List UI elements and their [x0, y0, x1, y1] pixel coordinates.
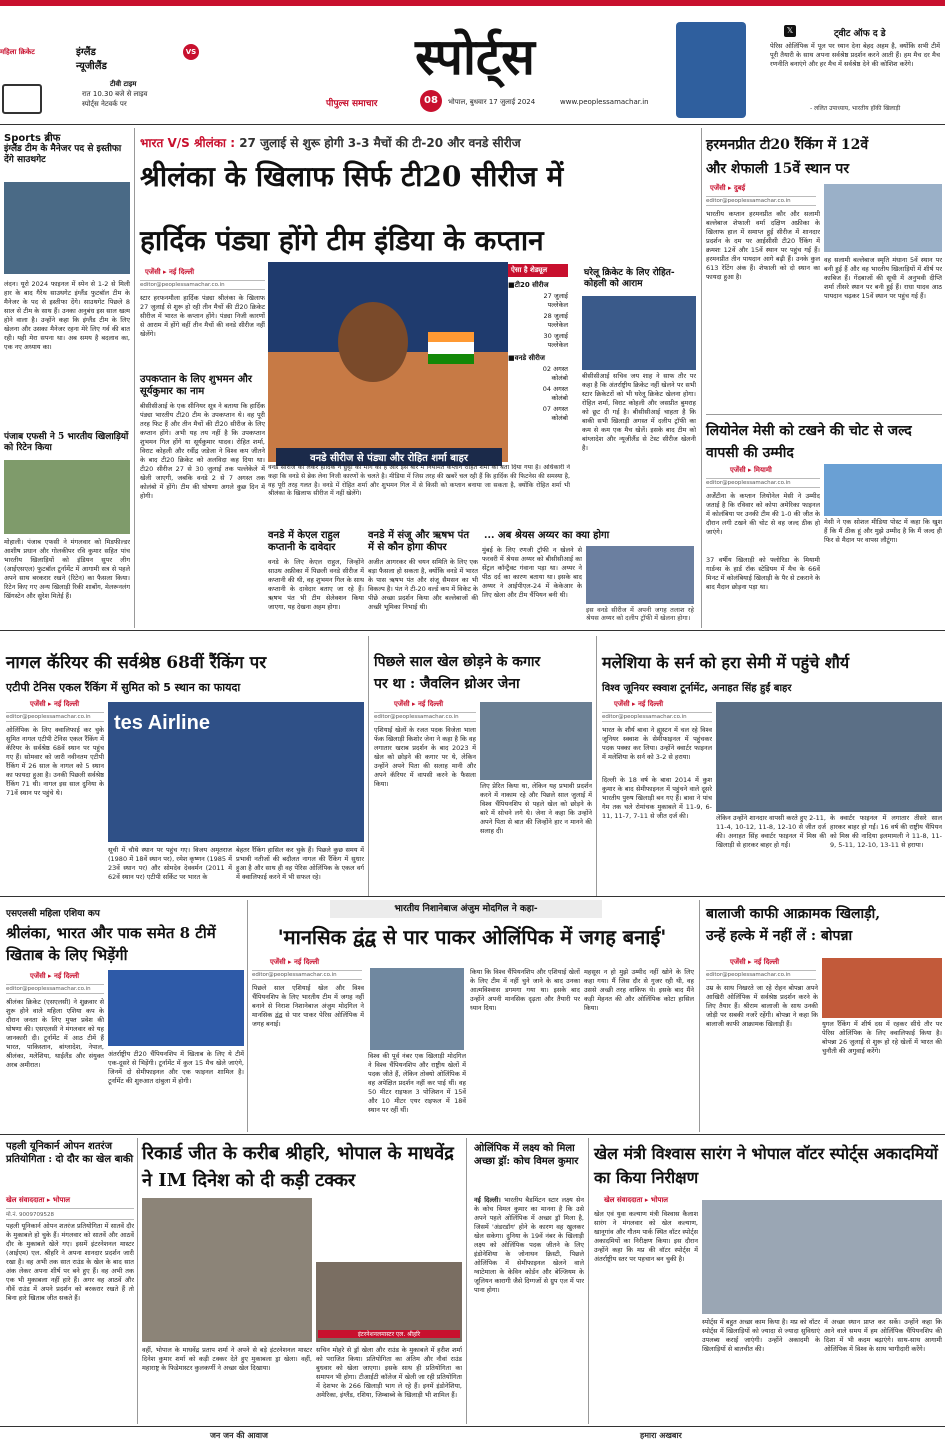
anjum-body-2: विश्व की पूर्व नंबर एक खिलाड़ी मोदगिल ने विश्व चैंपियनशिप और राष्ट्रीय खेलों में पदक जीते हैं, लेकिन तोक्यो ओलिंपिक में वह अपेक्षित प्रदर्शन नहीं कर पाई थीं। वह 50 मीटर राइफल 3 पोजिशन में 15वें और 10 मीटर एयर राइफल में 18वें स्थान पर रहीं थीं। [368, 1052, 466, 1114]
football-photo [4, 460, 130, 534]
kicker-text: 27 जुलाई से शुरू होगी 3-3 मैचों की टी-20 और वनडे सीरीज [239, 136, 521, 150]
brief-headline-1: इंग्लैंड टीम के मैनेजर पद से इस्तीफा देंगे साउथगेट [4, 144, 122, 165]
bopanna-email: editor@peoplessamachar.co.in [706, 970, 816, 980]
tv-line-2: स्पोर्ट्स नेटवर्क पर [82, 100, 127, 108]
team1: इंग्लैंड [76, 47, 96, 58]
asia-cup-tag: एसएलसी महिला एशिया कप [6, 909, 100, 919]
shaurya-photo [716, 702, 942, 812]
harmanpreet-photo [824, 184, 942, 252]
vs-badge: VS [183, 44, 199, 60]
x-icon: 𝕏 [784, 25, 796, 37]
shaurya-body-3: लेकिन उन्होंने शानदार वापसी करते हुए 2-11, 11-4, 10-12, 11-8, 12-10 से जीत दर्ज की। अनाहत सिंह क्वार्टर फाइनल में मिस्र की खिलाड़ी से हारकर बाहर हो गईं। [716, 814, 826, 849]
sreehari-photo-caption: इंटरनेशनलमास्टर एल. श्रीहरि [318, 1330, 460, 1338]
anjum-email: editor@peoplessamachar.co.in [252, 970, 362, 980]
schedule-row: 28 जुलाई पल्लेकेल [543, 312, 568, 329]
website[interactable]: www.peoplessamachar.in [560, 98, 649, 106]
messi-body-2: 37 वर्षीय खिलाड़ी को फ्लोरिडा के मियामी गार्डन्स के हार्ड रॉक स्टेडियम में मैच के 66वें मिनट में कोलंबियाई खिलाड़ी के पैर से टकराने के बाद मैदान छोड़ना पड़ा था। [706, 556, 820, 591]
anjum-headline: 'मानसिक द्वंद्व से पार पाकर ओलिंपिक में जगह बनाई' [277, 925, 667, 949]
header-rule [0, 124, 945, 125]
lead-kicker [140, 134, 696, 151]
chess-byline: खेल संवाददाता ▸ भोपाल [6, 1196, 71, 1204]
jena-photo [480, 702, 592, 780]
sarang-body-2: स्पोर्ट्स में बहुत अच्छा काम किया है। मप्र को वॉटर स्पोर्ट्स में खिलाड़ियों को ज्यादा से ज्यादा सुविधाएं उपलब्ध कराई जाएंगी। उन्होंने अकादमी के खिलाड़ियों से बातचीत की। [702, 1318, 820, 1353]
shaurya-subhead: विश्व जूनियर स्क्वाश टूर्नामेंट, अनाहत सिंह हुईं बाहर [602, 683, 792, 694]
schedule-row: 27 जुलाई पल्लेकेल [543, 292, 568, 309]
rohit-kohli-photo [582, 296, 696, 370]
domestic-headline: घरेलू क्रिकेट के लिए रोहित-कोहली को आराम [584, 268, 675, 289]
asia-cup-body-2: अंतर्राष्ट्रीय टी20 चैंपियनशिप में खिताब के लिए ये टीमें एक-दूसरे से भिड़ेंगी। टूर्नामेंट में कुल 15 मैच खेले जाएंगे, जिनमें दो सेमीफाइनल और एक फाइनल शामिल है। टूर्नामेंट की शुरुआत दांबुला में होगी। [108, 1050, 244, 1085]
shaurya-body: भारत के शौर्य बावा ने ह्यूस्टन में चल रहे विश्व जूनियर स्क्वाश के सेमीफाइनल में पहुंचकर पदक पक्का कर लिया। उन्होंने क्वार्टर फाइनल में मलेशिया के सर्न को 3-2 से हराया। [602, 726, 712, 761]
jena-body-3 [374, 840, 375, 841]
lead-sub-1: उपकप्तान के लिए शुभमन और सूर्यकुमार का नाम [140, 374, 252, 397]
hardik-photo [268, 262, 508, 462]
tweet-box [770, 26, 940, 126]
southgate-photo [4, 182, 130, 274]
tv-time-label: टीवी टाइम [110, 80, 137, 88]
coach-text: भारतीय बैडमिंटन स्टार लक्ष्य सेन के कोच विमल कुमार का मानना है कि उसे अपने पहले ओलिंपिक में अच्छा ड्रॉ मिला है, जिसमें 'अंडरडॉग' होने के कारण वह खुलकर खेल सकेगा। दुनिया के 19वें नंबर के खिलाड़ी लक्ष्य को ओलिंपिक पदक जीतने के लिए इंडोनेशिया के जोनाथन क्रिस्टी, पिछले ओलिंपिक में सेमीफाइनल खेलने वाले ग्वाटेमाला के केविन कोर्डन और बेल्जियम के जूलियन कारागी जैसे दिग्गजों से ग्रुप एल में पार पाना होगा। [474, 1196, 584, 1294]
messi-side: मेसी ने एक सोशल मीडिया पोस्ट में कहा कि खुश हैं कि मैं ठीक हूं और मुझे उम्मीद है कि मैं जल्द ही फिर से मैदान पर वापस लौटूंगा। [824, 518, 942, 544]
domestic-body: बीसीसीआई सचिव जय शाह ने साफ तौर पर कहा है कि अंतर्राष्ट्रीय क्रिकेट नहीं खेलने पर सभी स्टार क्रिकेटरों को भी घरेलू क्रिकेट खेलना होगा। रोहित शर्मा, विराट कोहली और जसप्रीत बुमराह को छूट दी गई है। बीसीसीआई चाहता है कि बाकी सभी खिलाड़ी अगस्त में दलीप ट्रॉफी का कम से कम एक मैच खेलें। इसके बाद टीम को बांग्लादेश और न्यूजीलैंड से टेस्ट सीरीज खेलनी है। [582, 372, 696, 452]
t20-label: ■टी20 सीरीज [508, 281, 549, 289]
shaurya-body-2: दिल्ली के 18 वर्ष के बावा 2014 में कुश कुमार के बाद सेमीफाइनल में पहुंचने वाले दूसरे भारतीय पुरुष खिलाड़ी बन गए हैं। बावा ने पांच गेम तक चले रोमांचक मुकाबले में 11-9, 6-11, 11-7, 7-11 से जीत दर्ज की। [602, 776, 712, 820]
asia-cup-email: editor@peoplessamachar.co.in [6, 984, 104, 994]
brief-tag: Sports ब्रीफ [4, 133, 61, 144]
lead-sub-3: वनडे में संजू और ऋषभ पंत में से कौन होगा कीपर [368, 530, 470, 553]
lead-sub-1-body: बीसीसीआई के एक सीनियर सूत्र ने बताया कि हार्दिक पंड्या भारतीय टी20 टीम के उपकप्तान थे। वह पूरी तरह फिट हैं और तीन मैचों की टी20 सीरीज के लिए कप्तान होंगे। अभी यह तय नहीं है कि उपकप्तान शुभमन गिल होंगे या सूर्यकुमार यादव। रोहित शर्मा, विराट कोहली और रवींद्र जडेजा ने विश्व कप जीतने के बाद टी20 क्रिकेट को अलविदा कह दिया था। टी20 सीरीज 27 से 30 जुलाई तक पल्लेकेले में खेली जाएगी, जबकि वनडे 2 से 7 अगस्त तक कोलंबो में होंगे। टीम की घोषणा अगले कुछ दिन में होगी। [140, 402, 265, 500]
lead-byline: एजेंसी ▸ नई दिल्ली [145, 268, 195, 276]
coach-byline: नई दिल्ली। [474, 1196, 501, 1204]
harman-byline: एजेंसी ▸ दुबई [710, 184, 746, 192]
schedule-row: 30 जुलाई पल्लेकेल [543, 332, 568, 349]
lead-sub-3-body: अजीत आगरकर की चयन समिति के लिए एक बड़ा फैसला हो सकता है, क्योंकि वनडे में भारत के पास ऋषभ पंत और संजू सैमसन का भी विकल्प है। पंत ने टी-20 वर्ल्ड कप में विकेट के पीछे अच्छा प्रदर्शन किया और बल्लेबाजों की अच्छी भूमिका निभाई थी। [368, 558, 478, 611]
bopanna-body: उम्र के साथ निखरते जा रहे रोहन बोपन्ना अपने आखिरी ओलिंपिक में सर्वश्रेष्ठ प्रदर्शन करने के लिए तैयार हैं। श्रीराम बालाजी के साथ उनकी जोड़ी पर सबकी नजरें रहेंगी। बोपन्ना ने कहा कि बालाजी काफी आक्रामक खिलाड़ी हैं। [706, 984, 818, 1028]
sreehari-body-2-top [362, 1198, 462, 1258]
lead-sub-2: वनडे में केएल राहुल कप्तानी के दावेदार [268, 530, 340, 553]
sreehari-body: वहीं, भोपाल के माधवेंद्र प्रताप शर्मा ने अपने से बड़े इंटरनेशनल मास्टर दिनेश कुमार शर्मा को कड़ी टक्कर देते हुए मुकाबला ड्रा खेला। वहीं, महाराष्ट्र के फिडेमास्टर कुलकर्णी ने अच्छा खेल दिखाया। [142, 1346, 312, 1372]
tweet-author-photo [676, 22, 746, 118]
photo-text: tes Airline [114, 712, 210, 734]
chess-headline: पहली यूनिकार्न ओपन शतरंज प्रतियोगिता : दो दौर का खेल बाकी [6, 1141, 134, 1165]
brief-column [4, 130, 130, 626]
anjum-body: पिछले साल एशियाई खेल और विश्व चैंपियनशिप के लिए भारतीय टीम में जगह नहीं बनाने से निराश निशानेबाज अंजुम मोदगिल ने मानसिक द्वंद्व से पार पाकर पेरिस ओलिंपिक में जगह बनाई। [252, 984, 364, 1028]
sarang-body: खेल एवं युवा कल्याण मंत्री विश्वास कैलाश सारंग ने मंगलवार को खेल कल्याण, खानूगांव और गौतम पार्क स्थित वॉटर स्पोर्ट्स अकादमियों का निरीक्षण किया। इस दौरान उन्होंने कहा कि मप्र की वॉटर स्पोर्ट्स में अंतर्राष्ट्रीय स्तर पर पहचान बन चुकी है। [594, 1210, 698, 1263]
jena-body: एशियाई खेलों के रजत पदक विजेता भाला फेंक खिलाड़ी किशोर जेना ने कहा है कि वह लगातार खराब प्रदर्शन के बाद 2023 में खेल को छोड़ने की कगार पर थे, लेकिन उन्होंने अपने पिता की सलाह मानी और अपने कॅरियर में वापसी करने के फैसला किया। [374, 726, 476, 788]
tv-line-1: रात 10.30 बजे से लाइव [82, 90, 148, 98]
schedule-box [508, 264, 568, 460]
brief-body-1: लंदन। यूरो 2024 फाइनल में स्पेन से 1-2 से मिली हार के बाद गैरेथ साउथगेट इंग्लैंड फुटबॉल टीम के मैनेजर के पद से इस्तीफा देंगे। साउथगेट पिछले 8 साल से टीम के साथ हैं। उनका अनुबंध इस साल खत्म होने वाला है। उन्होंने कहा कि इंग्लैंड टीम के लिए खेलना और उसका मैनेजर रहना मेरे लिए गर्व की बात रही। यही मेरा सपना था। अब समय है बदलाव का, एक नए अध्याय का। [4, 280, 130, 351]
sreehari-photo [316, 1262, 462, 1342]
schedule-row: 07 अगस्त कोलंबो [542, 405, 568, 422]
lead-headline-1: श्रीलंका के खिलाफ सिर्फ टी20 सीरीज में [140, 160, 564, 193]
bopanna-headline-2: उन्हें हल्के में नहीं लें : बोपन्ना [706, 928, 853, 944]
harman-headline-2: और शेफाली 15वें स्थान पर [706, 161, 850, 177]
harman-body-1: भारतीय कप्तान हरमनप्रीत कौर और सलामी बल्लेबाज शेफाली वर्मा दक्षिण अफ्रीका के खिलाफ हाल में समाप्त हुई सीरीज में शानदार प्रदर्शन के दम पर आईसीसी टी20 रैंकिंग में क्रमशः 12वें और 15वें स्थान पर पहुंच गई हैं। हरमनप्रीत तीन पायदान आगे बढ़ी हैं। उनके कुल 613 रेटिंग अंक हैं। शेफाली को दो स्थान का फायदा हुआ है। [706, 210, 820, 281]
chess-body: पहली यूनिकार्न ओपन शतरंज प्रतियोगिता में सातवें दौर के मुकाबले हो चुके हैं। मंगलवार को सातवें और आठवें दौर के मुकाबले खेले गए। इसमें इंटरनेशनल मास्टर (आईएम) एल. श्रीहरि ने अपना शानदार प्रदर्शन जारी रखा है। वह अभी तक सात राउंड के खेल के बाद सात अंक लेकर अपना शीर्ष पर बने हुए हैं। वह अभी तक एक भी मुकाबला नहीं हारे हैं। अगर वह आठवें और नौवें राउंड में अपने प्रदर्शन को बरकरार रखते हैं तो बिना हारे खिताब जीत सकते हैं। [6, 1222, 134, 1302]
jena-email: editor@peoplessamachar.co.in [374, 712, 476, 722]
anjum-photo [370, 968, 464, 1050]
nagal-subhead: एटीपी टेनिस एकल रैंकिंग में सुमित को 5 स्थान का फायदा [6, 681, 241, 694]
schedule-row: 04 अगस्त कोलंबो [542, 385, 568, 402]
harman-body-2: वह सलामी बल्लेबाज स्मृति मंधाना 5वें स्थान पर बनी हुई हैं और वह भारतीय खिलाड़ियों में शीर्ष पर काबिज हैं। गेंदबाजों की सूची में अनुभवी दीप्ति शर्मा तीसरे स्थान पर बनी हुई हैं। राधा यादव आठ पायदान चढ़कर 15वें स्थान पर पहुंच गई हैं। [824, 256, 942, 300]
publication-name: पीपुल्स समाचार [326, 99, 378, 109]
messi-email: editor@peoplessamachar.co.in [706, 478, 820, 488]
footer-right: हमारा अखबार [640, 1431, 682, 1440]
iyer-body: मुंबई के लिए रणजी ट्रॉफी न खेलने से फरवरी में श्रेयस अय्यर को बीसीसीआई का सेंट्रल कॉन्ट्रैक्ट गंवाना पड़ा था। अय्यर ने पीठ दर्द का कारण बताया था। इसके बाद अय्यर ने आईपीएल-24 में केकेआर के लिए खेला और टीम चैंपियन बनी थी। [482, 546, 582, 599]
lead-headline-2: हार्दिक पंड्या होंगे टीम इंडिया के कप्तान [140, 224, 544, 257]
jena-body-2: लिए प्रेरित किया था, लेकिन यह प्रभावी प्रदर्शन करने में नाकाम रहे और पिछले साल जुलाई में विश्व चैंपियनशिप से पहले खेल को छोड़ने के बारे में सोचने लगे थे। जेना ने कहा कि उन्होंने अपने पिता से बात की जिन्होंने हार न मानने की सलाह दी। [480, 782, 592, 835]
anjum-byline: एजेंसी ▸ नई दिल्ली [270, 958, 320, 966]
top-red-bar [0, 0, 945, 6]
chess-photo-1 [142, 1198, 312, 1342]
kicker-label: भारत V/S श्रीलंका : [140, 136, 236, 150]
bopanna-headline-1: बालाजी काफी आक्रामक खिलाड़ी, [706, 906, 881, 922]
asia-cup-photo [108, 970, 244, 1046]
tweet-author: - ललित उपाध्याय, भारतीय हॉकी खिलाड़ी [810, 105, 901, 112]
lead-sub-2-body: वनडे के लिए केएल राहुल, जिन्होंने साउथ अफ्रीका में पिछली वनडे सीरीज में कप्तानी की थी, वह शुभमन गिल के साथ कप्तानी के दावेदार बताए जा रहे हैं। ऋषभ पंत भी टीम सेलेक्शन किया जाएगा, यह देखना अहम होगा। [268, 558, 364, 611]
anjum-kicker: भारतीय निशानेबाज अंजुम मोदगिल ने कहा- [330, 900, 602, 918]
jena-headline-1: पिछले साल खेल छोड़ने के कगार [374, 654, 541, 670]
sarang-headline: खेल मंत्री विश्वास सारंग ने भोपाल वॉटर स्पोर्ट्स अकादमियों का किया निरीक्षण [594, 1144, 938, 1187]
nagal-byline: एजेंसी ▸ नई दिल्ली [30, 700, 80, 708]
coach-headline: ओलिंपिक में लक्ष्य को मिला अच्छा ड्रॉ: कोच विमल कुमार [474, 1143, 579, 1167]
messi-headline: लियोनेल मेसी को टखने की चोट से जल्द वापसी की उम्मीद [706, 423, 912, 461]
sarang-body-3: में अच्छा स्थान प्राप्त कर सकें। उन्होंने कहा कि आने वाले समय में हम ओलिंपिक चैंपियनशिप की दिशा में भी कदम बढ़ाएंगे। साथ-साथ आगामी ओलिंपिक में विश्व के साथ भागीदारी करेंगे। [824, 1318, 942, 1353]
bopanna-photo [822, 958, 942, 1018]
lead-email: editor@peoplessamachar.co.in [140, 280, 265, 290]
messi-body-1: अर्जेंटीना के कप्तान लियोनेल मेसी ने उम्मीद जताई है कि रविवार को कोपा अमेरिका फाइनल में कोलंबिया पर उनकी टीम की 1-0 की जीत के दौरान लगी टखने की चोट से वह जल्द ठीक हो जाएंगे। [706, 492, 820, 536]
anjum-body-4: महसूस न हो मुझे उम्मीद नहीं खोने के लिए कहा गया। मैं जिस दौर से गुजर रही थी, वह उससे अच्छी तरह वाकिफ थे। इसके बाद मैंने कड़ी मेहनत की और ओलिंपिक कोटा हासिल किया। [584, 968, 694, 1012]
sreehari-headline: रिकार्ड जीत के करीब श्रीहरि, भोपाल के माधवेंद्र ने IM दिनेश को दी कड़ी टक्कर [142, 1143, 454, 1191]
nagal-photo [108, 702, 364, 842]
masthead: स्पोर्ट्स [415, 27, 535, 86]
shaurya-byline: एजेंसी ▸ नई दिल्ली [614, 700, 664, 708]
nagal-body-2: सूची में चौथे स्थान पर पहुंच गए। विजय अमृतराज (1980 में 18वें स्थान पर), रमेश कृष्णन (1985 में 23वें स्थान पर) और सोमदेव देववर्मन (2011 में 62वें स्थान पर) एटीपी सर्किट पर भारत के [108, 846, 232, 881]
schedule-row: 02 अगस्त कोलंबो [542, 365, 568, 382]
jena-byline: एजेंसी ▸ नई दिल्ली [394, 700, 444, 708]
brief-headline-2: पंजाब एफसी ने 5 भारतीय खिलाड़ियों को रिटेन किया [4, 432, 129, 453]
anjum-body-3: किया कि विश्व चैंपियनशिप और एशियाई खेलों के लिए टीम में नहीं चुने जाने के बाद उनका आत्मविश्वास डगमगा गया था। इसके बाद उन्होंने अपनी मानसिक दृढ़ता और तैयारी पर ध्यान दिया। [470, 968, 580, 1012]
shaurya-headline: मलेशिया के सर्न को हरा सेमी में पहुंचे शौर्य [602, 653, 850, 672]
page-number: 08 [420, 90, 442, 112]
nagal-headline: नागल कॅरियर की सर्वश्रेष्ठ 68वीं रैंकिंग पर [6, 653, 267, 673]
harman-email: editor@peoplessamachar.co.in [706, 196, 816, 206]
asia-cup-byline: एजेंसी ▸ नई दिल्ली [30, 972, 80, 980]
match-box [0, 44, 200, 144]
bopanna-byline: एजेंसी ▸ नई दिल्ली [730, 958, 780, 966]
tweet-title: ट्वीट ऑफ द डे [834, 29, 886, 39]
lead-body: स्टार हरफनमौला हार्दिक पंड्या श्रीलंका के खिलाफ 27 जुलाई से शुरू हो रही तीन मैचों की टी20 क्रिकेट सीरीज में भारत के कप्तान होंगे। पंड्या निजी कारणों से आराम में होंगे वहीं तीन मैचों की वनडे सीरीज नहीं खेलेंगे। [140, 294, 265, 338]
asia-cup-headline: श्रीलंका, भारत और पाक समेत 8 टीमें खिताब के लिए भिड़ेंगी [6, 924, 216, 964]
shaurya-body-4: के क्वार्टर फाइनल में लगातार तीसरे साल हारकर बाहर हो गईं। 16 वर्ष की राष्ट्रीय चैंपियन को मिस्र की नादिया इलमामली ने 11-8, 11-9, 5-11, 12-10, 13-11 से हराया। [830, 814, 942, 849]
photo-caption: वनडे सीरीज से पंड्या और रोहित शर्मा बाहर [276, 448, 502, 466]
nagal-body-3: बेहतर रैंकिंग हासिल कर चुके हैं। पिछले कुछ समय में प्रभावी नतीजों की बदौलत नागल की रैंकिंग में सुधार हुआ है और साथ ही वह पेरिस ओलिंपिक के एकल वर्ग में क्वालिफाई करने में भी सफल रहे। [236, 846, 364, 881]
iyer-caption: इस वनडे सीरीज में अपनी जगह तलाश रहे श्रेयस अय्यर को दलीप ट्रॉफी में खेलना होगा। [586, 606, 694, 622]
messi-photo [824, 464, 942, 516]
odi-label: ■वनडे सीरीज [508, 354, 545, 362]
sarang-byline: खेल संवाददाता ▸ भोपाल [604, 1196, 669, 1204]
schedule-title: ऐसा है शेड्यूल [508, 264, 568, 277]
sreehari-body-2: सचिन मोहरे से ड्रॉ खेला और राउंड के मुकाबले में हरीश शर्मा को पराजित किया। प्रतियोगिता का अंतिम और नौवां राउंड बुधवार को खेला जाएगा। इसके साथ ही प्रतियोगिता का समापन भी होगा। टीआईटी कॉलेज में खेली जा रही प्रतियोगिता में देशभर के 266 खिलाड़ी भाग ले रहे हैं। इनमें इंडोनेशिया, अमेरिका, इंग्लैंड, रशिया, जिम्बाब्वे के खिलाड़ी भी शामिल हैं। [316, 1346, 462, 1399]
tv-icon [2, 84, 42, 114]
sarang-photo [702, 1200, 942, 1314]
bopanna-body-2: युगल रैंकिंग में शीर्ष दस में रहकर सीधे तौर पर पेरिस ओलिंपिक के लिए क्वालिफाई किया है। बोपन्ना 26 जुलाई से शुरू हो रहे खेलों में भारत की चुनौती की अगुवाई करेंगे। [822, 1020, 942, 1055]
jena-headline-2: पर था : जैवलिन थ्रोअर जेना [374, 676, 520, 692]
brief-body-2: मोहाली। पंजाब एफसी ने मंगलवार को मिडफील्डर आशीष प्रधान और गोलकीपर रवि कुमार सहित पांच भारतीय खिलाड़ियों को इंडियन सुपर लीग (आईएसएल) फुटबॉल टूर्नामेंट में आगामी सत्र से पहले अपने साथ बरकरार रखने (रिटेन) का फैसला किया। रिटेन किए गए अन्य खिलाड़ी रिकी शाबोंग, मेलरूनलंग खिंगस्टेन और सुरेश मितेई हैं। [4, 538, 130, 600]
caption-body: वनडे सीरीज को लेकर हार्दिक ने छुट्टी की मांग की है और इस बारे में नियमित कप्तान रोहित शर्मा को बता दिया गया है। अधिकारी ने कहा कि वनडे से ब्रेक लेना निजी कारणों के चलते है। मीडिया में जिस तरह की खबरें चल रही हैं कि हार्दिक की फिटनेस की समस्या है, वह पूरी तरह गलत है। वनडे में रोहित शर्मा और शुभमन गिल में से किसी को कप्तान बनाया जा सकता है, क्योंकि रोहित शर्मा भी श्रीलंका के खिलाफ सीरीज में नहीं खेलेंगे। [268, 464, 570, 498]
match-label: महिला क्रिकेट [0, 48, 35, 56]
chess-mobile: मो.नं. 9009709528 [6, 1208, 134, 1220]
nagal-email: editor@peoplessamachar.co.in [6, 712, 104, 722]
dateline: भोपाल, बुधवार 17 जुलाई 2024 [448, 98, 536, 106]
harman-headline-1: हरमनप्रीत टी20 रैंकिंग में 12वें [706, 137, 869, 153]
coach-body [474, 1196, 584, 1418]
iyer-sub: ... अब श्रेयस अय्यर का क्या होगा [484, 530, 610, 541]
tweet-text: पेरिस ओलिंपिक में पूल पर ध्यान देना बेहद अहम है, क्योंकि सभी टीमें पूरी तैयारी के साथ अपना सर्वश्रेष्ठ प्रदर्शन करने आती हैं। हम मैच दर मैच रणनीति बनाएंगे और हर मैच में सर्वश्रेष्ठ देने की कोशिश करेंगे। [770, 42, 940, 68]
footer-left: जन जन की आवाज [210, 1431, 268, 1440]
india-flag [428, 332, 474, 364]
iyer-photo [586, 546, 694, 604]
messi-byline: एजेंसी ▸ मियामी [730, 466, 772, 474]
shaurya-email: editor@peoplessamachar.co.in [602, 712, 712, 722]
asia-cup-body: श्रीलंका क्रिकेट (एसएलसी) ने शुक्रवार से शुरू होने वाले महिला एशिया कप के दौरान जनता के लिए मुफ्त प्रवेश की घोषणा की। एसएलसी ने मंगलवार को यह जानकारी दी। टूर्नामेंट में आठ टीमें हैं भारत, पाकिस्तान, बांग्लादेश, नेपाल, श्रीलंका, मलेशिया, थाईलैंड और संयुक्त अरब अमीरात। [6, 998, 104, 1069]
team2: न्यूजीलैंड [76, 61, 107, 72]
nagal-body: ओलिंपिक के लिए क्वालिफाई कर चुके सुमित नागल एटीपी टेनिस एकल रैंकिंग में कॅरियर के सर्वश्रेष्ठ 68वें स्थान पर पहुंच गए हैं। सोमवार को जारी नवीनतम एटीपी रैंकिंग में 26 साल के नागल को 5 स्थान का फायदा हुआ है। उनकी पिछली सर्वश्रेष्ठ रैंकिंग 71 थी। नागल इस साल दुनिया के 71वें स्थान पर पहुंचे थे। [6, 726, 104, 797]
